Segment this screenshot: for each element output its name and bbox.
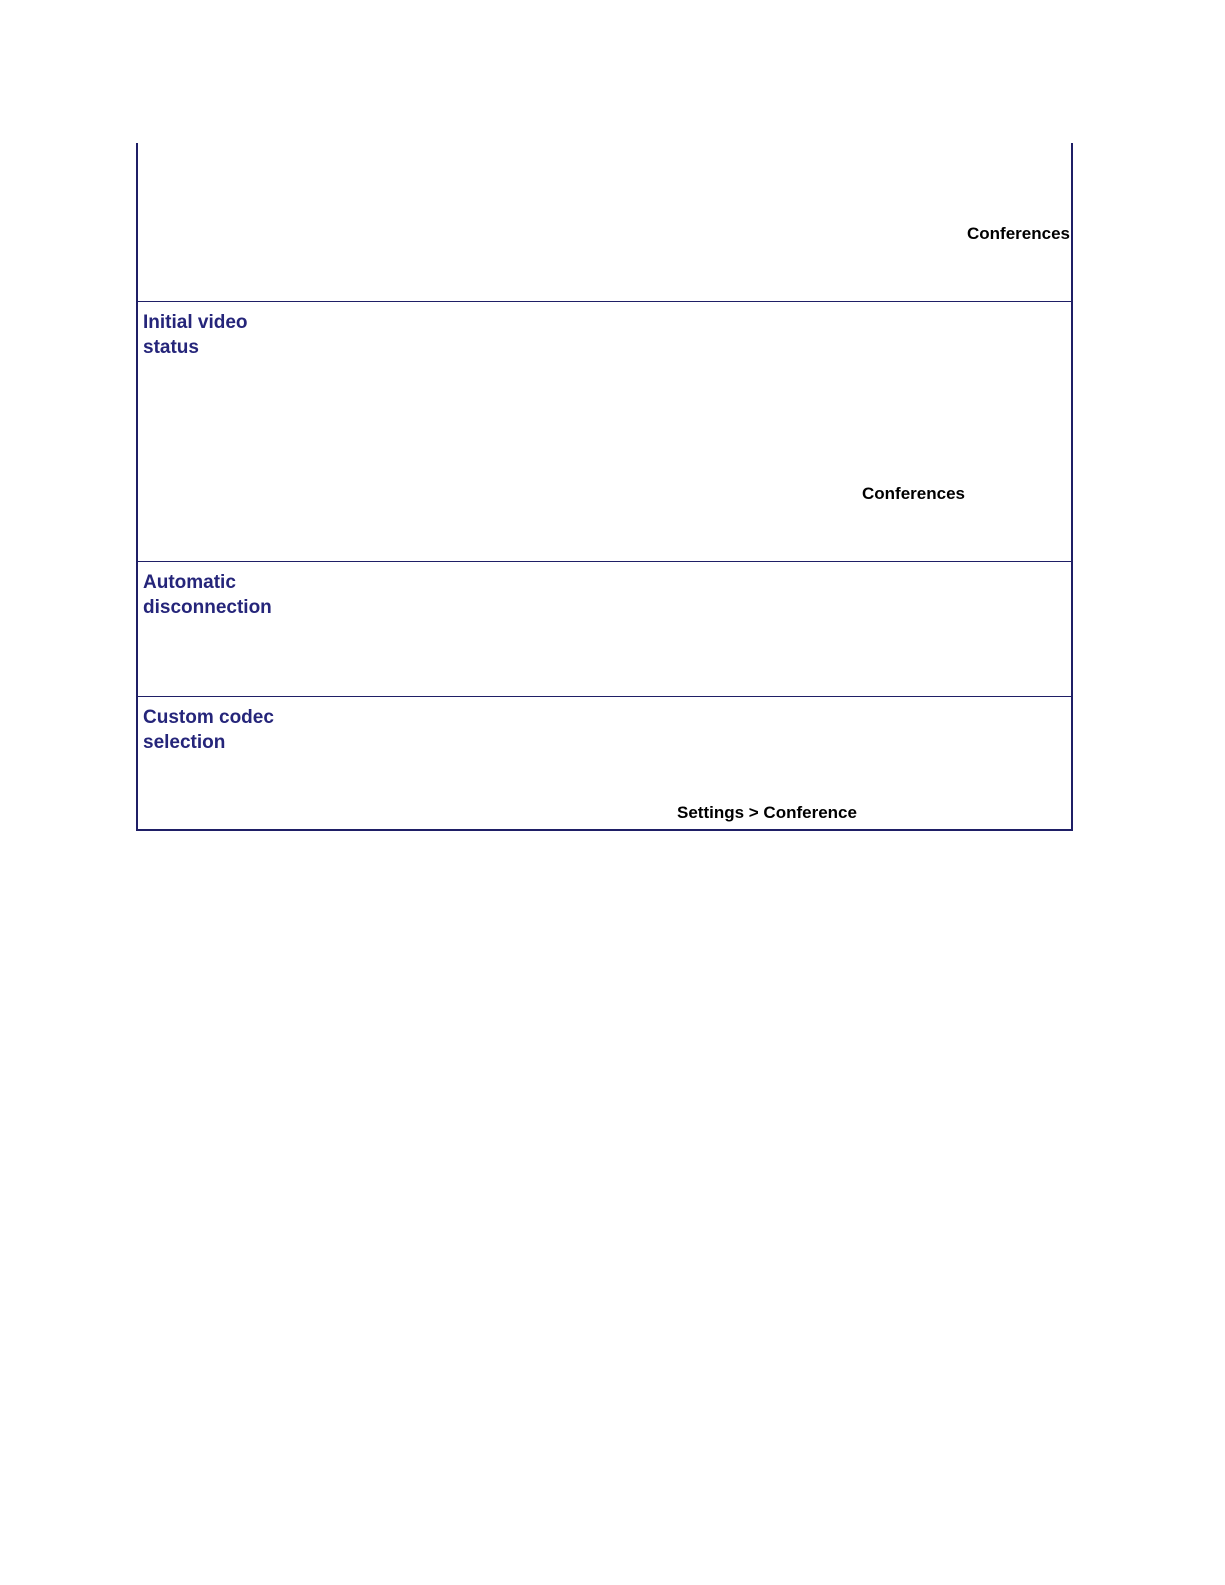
settings-table [136, 143, 1073, 831]
table-row [138, 696, 1071, 829]
table-row [138, 143, 1071, 301]
conferences-reference: Conferences [862, 484, 965, 503]
settings-path-reference: Settings > Conference [677, 803, 857, 822]
row-label-automatic-disconnection: Automatic disconnection [143, 572, 272, 618]
table-row [138, 301, 1071, 561]
row-label-custom-codec-selection: Custom codec selection [143, 707, 274, 753]
row-label-initial-video-status: Initial video status [143, 312, 248, 358]
table-row [138, 561, 1071, 696]
conferences-reference: Conferences [967, 224, 1070, 243]
